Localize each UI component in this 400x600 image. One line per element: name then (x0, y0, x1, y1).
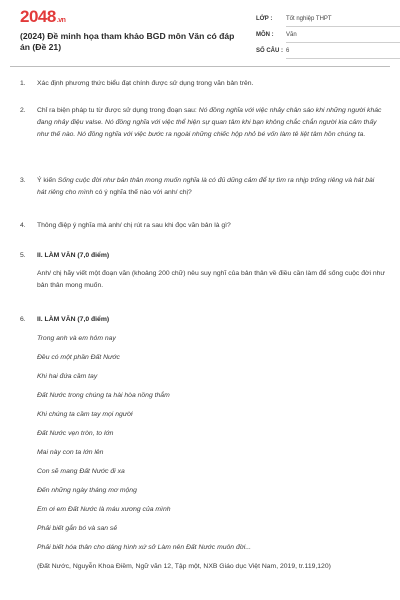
meta-table (256, 16, 400, 64)
poem-line: Đất Nước vẹn tròn, to lớn (37, 430, 114, 437)
document-title: (2024) Đề minh họa tham khảo BGD môn Văn có đáp án (Đề 21) (20, 31, 235, 52)
question-lead: Ý kiến (37, 177, 58, 184)
question-item (20, 175, 385, 220)
question-number: 4. (20, 222, 26, 229)
meta-label: SỐ CÂU : (256, 48, 283, 54)
poem-line: Đều có một phần Đất Nước (37, 354, 120, 361)
question-item (20, 78, 385, 105)
meta-label: MÔN : (256, 32, 274, 38)
question-item (20, 220, 385, 250)
question-body (37, 175, 385, 199)
question-body (37, 314, 385, 326)
question-lead: Chỉ ra biện pháp tu từ được sử dụng trong đoạn sau: (37, 107, 199, 114)
question-body (37, 250, 385, 292)
document-header (10, 0, 390, 67)
question-number: 5. (20, 252, 26, 259)
question-item (20, 250, 385, 314)
meta-row-subject (256, 32, 400, 48)
question-item (20, 105, 385, 175)
poem-line: Mai này con ta lớn lên (37, 449, 104, 456)
question-text: Xác định phương thức biểu đạt chính được sử dụng trong văn bản trên. (37, 80, 254, 87)
poem-line: Con sẽ mang Đất Nước đi xa (37, 468, 125, 475)
poem-line: Khi hai đứa cầm tay (37, 373, 98, 380)
meta-label: LỚP : (256, 16, 273, 22)
poem-line: Em ơi em Đất Nước là máu xương của mình (37, 506, 171, 513)
meta-row-question-count (256, 48, 400, 64)
meta-row-class (256, 16, 400, 32)
question-body (37, 105, 385, 141)
question-number: 6. (20, 316, 26, 323)
quoted-opinion: Sống cuộc đời như bản thân mong muốn nghĩa là có đủ dũng cảm để tự tìm ra nhịp trống riêng và hát bài hát riêng cho mình (37, 177, 375, 196)
meta-value: 6 (286, 48, 400, 59)
section-heading: II. LÀM VĂN (7,0 điểm) (37, 316, 110, 323)
poem-line: Phải biết gắn bó và san sẻ (37, 525, 118, 532)
question-number: 1. (20, 80, 26, 87)
section-heading: II. LÀM VĂN (7,0 điểm) (37, 252, 110, 259)
question-tail: có ý nghĩa thế nào với anh/ chị? (93, 189, 192, 196)
meta-value: Tốt nghiệp THPT (286, 16, 400, 27)
poem-source: (Đất Nước, Nguyễn Khoa Điềm, Ngữ văn 12, Tập một, NXB Giáo dục Việt Nam, 2019, tr.119,120) (37, 563, 331, 570)
question-number: 2. (20, 107, 26, 114)
question-number: 3. (20, 177, 26, 184)
question-text: Anh/ chị hãy viết một đoạn văn (khoảng 200 chữ) nêu suy nghĩ của bản thân về điều cần làm để sống cuộc đời như bản thân mong muốn. (37, 270, 385, 289)
meta-value: Văn (286, 32, 400, 43)
poem-line: Khi chúng ta cầm tay mọi người (37, 411, 133, 418)
poem-line: Đất Nước trong chúng ta hài hòa nồng thắm (37, 392, 170, 399)
logo-tld: .vn (56, 17, 66, 24)
question-item (20, 314, 385, 333)
logo-main: 2048 (20, 7, 56, 26)
question-text: Thông điệp ý nghĩa mà anh/ chị rút ra sau khi đọc văn bản là gì? (37, 222, 231, 229)
question-list (20, 78, 385, 573)
site-logo[interactable] (20, 7, 65, 27)
poem-line: Đến những ngày tháng mơ mộng (37, 487, 137, 494)
poem-line: Phải biết hóa thân cho dáng hình xứ sở Làm nên Đất Nước muôn đời... (37, 544, 252, 551)
poem-excerpt (37, 333, 385, 561)
quoted-passage: Nó đồng nghĩa với việc nhảy chân sáo khi những người khác đang nhảy điệu valse. Nó đồng nghĩa với việc thể hiện sự quan tâm khi bạn không chắc chắn người kia cảm thấy như thế nào. Nó đồng nghĩa với việc bước ra ngoài những chiếc hộp nhỏ bé vốn làm tê liệt tâm hồn chúng ta. (37, 107, 382, 138)
section-heading-wrap (37, 250, 385, 268)
poem-line: Trong anh và em hôm nay (37, 335, 116, 342)
